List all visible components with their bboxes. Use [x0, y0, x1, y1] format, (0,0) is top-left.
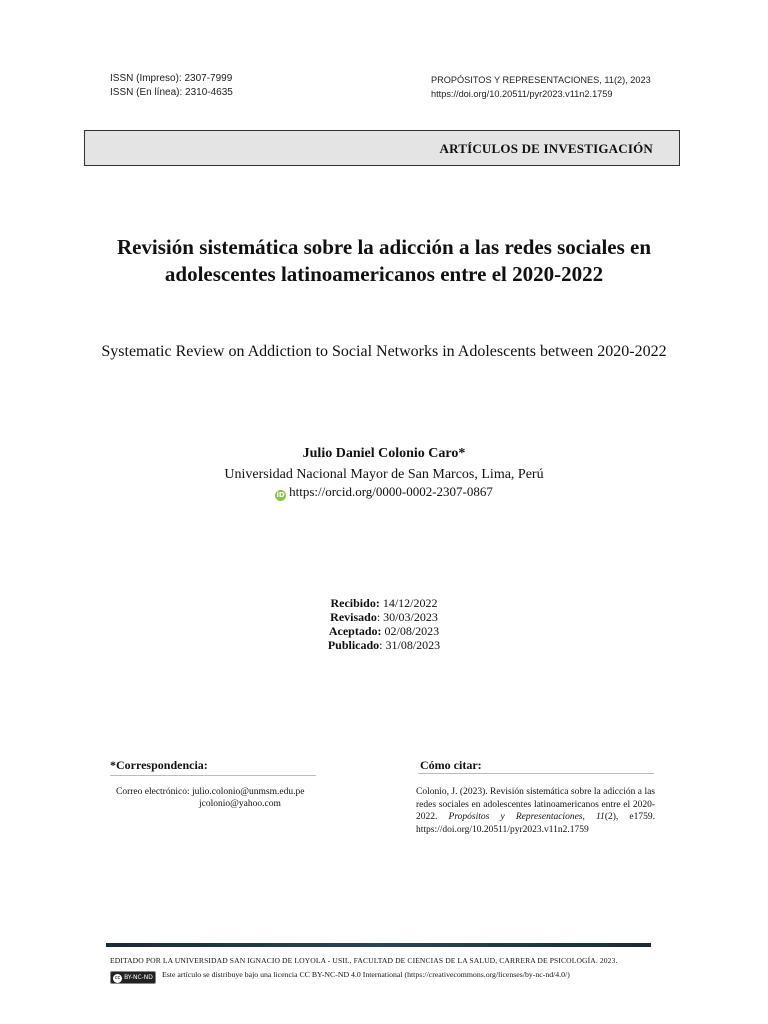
doi-link[interactable]: https://doi.org/10.20511/pyr2023.v11n2.1759	[431, 89, 613, 99]
orcid-link[interactable]: https://orcid.org/0000-0002-2307-0867	[289, 484, 493, 499]
author-affiliation: Universidad Nacional Mayor de San Marcos, Lima, Perú	[224, 467, 544, 482]
article-title: Revisión sistemática sobre la adicción a las redes sociales en adolescentes latinoamericanos entre el 2020-2022	[116, 235, 652, 286]
section-banner	[84, 130, 680, 166]
correspondence-heading: *Correspondencia:	[110, 758, 208, 772]
correspondence-email[interactable]: Correo electrónico: julio.colonio@unmsm.edu.pe	[116, 787, 305, 797]
issn-online: ISSN (En línea): 2310-4635	[110, 87, 233, 98]
date-accepted: Aceptado: 02/08/2023	[328, 624, 440, 638]
citation-body: Colonio, J. (2023). Revisión sistemática sobre la adicción a las redes sociales en adolescentes latinoamericanos entre el 2020-2022. Propósitos y Representaciones, 11(2), e1759. https://doi.org/10.20511/pyr2023.v11n2.1759	[416, 787, 655, 835]
date-revised: Revisado: 30/03/2023	[330, 610, 438, 624]
author-name: Julio Daniel Colonio Caro*	[302, 446, 466, 461]
footer-rule	[106, 943, 651, 947]
cc-by-nc-nd-icon[interactable]: cc BY-NC-ND	[110, 971, 156, 984]
date-received: Recibido: 14/12/2022	[330, 596, 438, 610]
citation-divider	[418, 773, 654, 774]
article-subtitle: Systematic Review on Addiction to Social Networks in Adolescents between 2020-2022	[101, 343, 667, 360]
issn-block	[110, 72, 233, 100]
citation-heading: Cómo citar:	[420, 758, 482, 772]
footer-license	[110, 970, 570, 984]
correspondence-divider	[110, 775, 316, 776]
date-published: Publicado: 31/08/2023	[327, 638, 441, 652]
author-orcid	[84, 484, 684, 501]
section-label: ARTÍCULOS DE INVESTIGACIÓN	[439, 141, 653, 156]
footer-editor: EDITADO POR LA UNIVERSIDAD SAN IGNACIO DE LOYOLA - USIL, FACULTAD DE CIENCIAS DE LA SALUD, CARRERA DE PSICOLOGÍA. 2023.	[110, 956, 618, 965]
correspondence-body	[110, 786, 322, 810]
correspondence-email-alt[interactable]: jcolonio@yahoo.com	[199, 799, 281, 809]
license-text: Este artículo se distribuye bajo una licencia CC BY-NC-ND 4.0 International (https://creativecommons.org/licenses/by-nc-nd/4.0/)	[162, 970, 570, 979]
journal-header	[431, 73, 650, 101]
journal-citation: PROPÓSITOS Y REPRESENTACIONES, 11(2), 2023	[431, 75, 651, 85]
issn-print: ISSN (Impreso): 2307-7999	[110, 73, 233, 84]
orcid-icon: iD	[276, 491, 285, 499]
article-dates	[284, 596, 484, 652]
